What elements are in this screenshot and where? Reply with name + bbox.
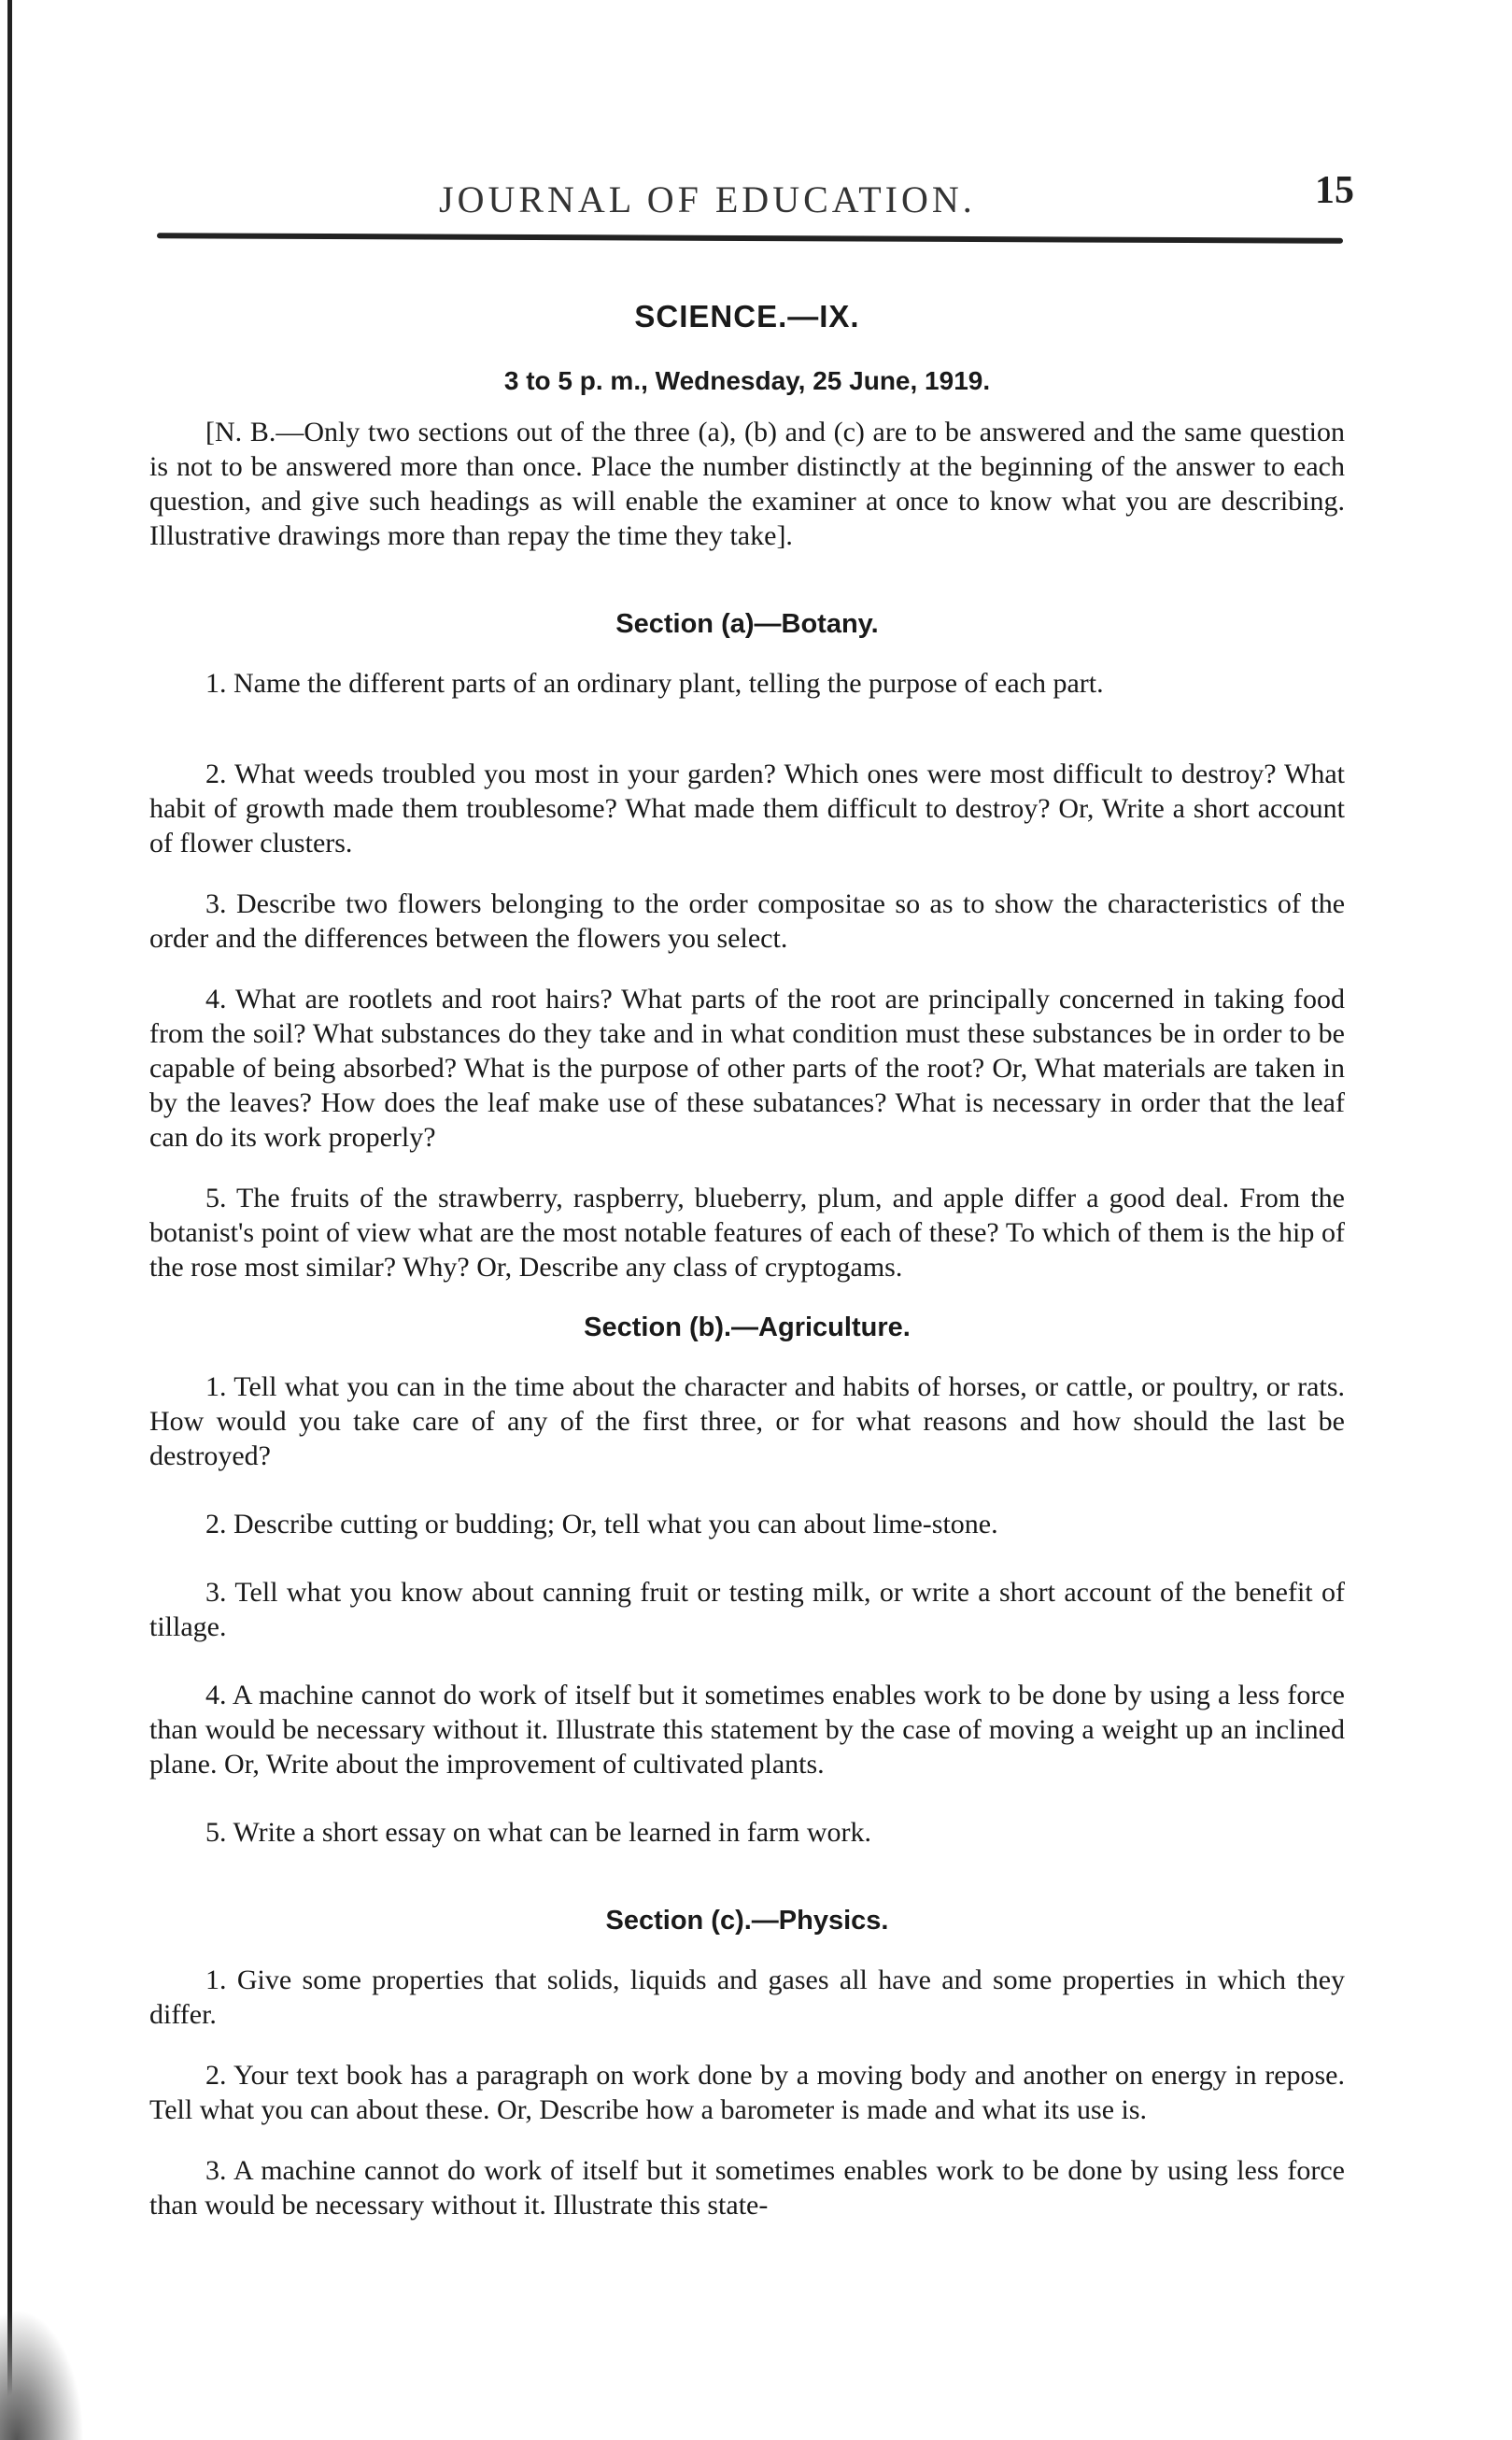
question-number: 2. <box>205 2060 227 2091</box>
page-header <box>159 168 1354 224</box>
question-number: 3. <box>205 1577 227 1608</box>
question-number: 2. <box>205 759 227 789</box>
question-number: 3. <box>205 888 227 919</box>
section-heading-physics: Section (c).—Physics. <box>605 1906 889 1936</box>
question-number: 3. <box>205 2155 227 2186</box>
question-text: Give some properties that solids, liquids and gases all have and some properties in which they differ. <box>149 1965 1346 2030</box>
question-text: Tell what you can in the time about the character and habits of horses, or cattle, or poultry, or rats. How would you take care of any of the first three, or for what reasons and how should the last be destroyed? <box>149 1371 1345 1471</box>
page-number: 15 <box>1315 169 1354 212</box>
question-botany-5 <box>149 1181 1345 1284</box>
question-text: The fruits of the strawberry, raspberry, blueberry, plum, and apple differ a good deal. From the botanist's point of view what are the most notable features of each of these? To which of them is the hip of the rose most similar? Why? Or, Describe any class of cryptogams. <box>149 1183 1345 1283</box>
exam-instructions: [N. B.—Only two sections out of the three (a), (b) and (c) are to be answered and the same question is not to be answered more than once. Place the number distinctly at the beginning of the answer to each question, and give such headings as will enable the examiner at once to know what you are describing. Illustrative drawings more than repay the time they take]. <box>149 417 1345 551</box>
page-body <box>149 280 1345 2248</box>
question-number: 5. <box>205 1817 227 1848</box>
question-botany-3 <box>149 887 1345 956</box>
question-botany-4 <box>149 982 1345 1155</box>
exam-title: SCIENCE.—IX. <box>634 299 860 333</box>
question-physics-2 <box>149 2058 1345 2127</box>
question-text: What weeds troubled you most in your garden? Which ones were most difficult to destroy? What habit of growth made them troublesome? What made them difficult to destroy? Or, Write a short account of flower clusters. <box>149 759 1346 858</box>
question-number: 4. <box>205 984 227 1014</box>
header-rule <box>157 233 1343 244</box>
question-physics-3 <box>149 2153 1345 2222</box>
question-text: A machine cannot do work of itself but it sometimes enables work to be done by using a less force than would be necessary without it. Illustrate this statement by the case of moving a weight up an inclined plane. Or, Write about the improvement of cultivated plants. <box>149 1680 1345 1780</box>
question-number: 1. <box>205 1371 227 1402</box>
question-number: 1. <box>205 668 227 699</box>
question-agriculture-3 <box>149 1575 1345 1644</box>
question-agriculture-1 <box>149 1369 1345 1473</box>
exam-date: 3 to 5 p. m., Wednesday, 25 June, 1919. <box>503 366 991 395</box>
question-botany-1 <box>149 666 1345 701</box>
question-number: 2. <box>205 1509 227 1539</box>
scan-smudge <box>0 2309 84 2440</box>
section-heading-agriculture: Section (b).—Agriculture. <box>584 1312 911 1342</box>
question-agriculture-4 <box>149 1678 1345 1781</box>
question-text: Describe cutting or budding; Or, tell what you can about lime-stone. <box>233 1509 998 1539</box>
section-heading-botany: Section (a)—Botany. <box>615 609 879 639</box>
question-agriculture-5 <box>149 1815 1345 1850</box>
question-text: Tell what you know about canning fruit or testing milk, or write a short account of the benefit of tillage. <box>149 1577 1345 1642</box>
journal-title: JOURNAL OF EDUCATION. <box>439 178 976 220</box>
question-text: Name the different parts of an ordinary plant, telling the purpose of each part. <box>233 668 1104 699</box>
question-text: Your text book has a paragraph on work done by a moving body and another on energy in repose. Tell what you can about these. Or, Describe how a barometer is made and what its use is. <box>149 2060 1345 2125</box>
page-binding-edge <box>7 0 12 2440</box>
question-botany-2 <box>149 757 1345 860</box>
question-text: Describe two flowers belonging to the order compositae so as to show the characteristics of the order and the differences between the flowers you select. <box>149 888 1346 954</box>
question-text: What are rootlets and root hairs? What parts of the root are principally concerned in taking food from the soil? What substances do they take and in what condition must these substances be in order to be capable of being absorbed? What is the purpose of other parts of the root? Or, What materials are taken in by the leaves? How does the leaf make use of these subatances? What is necessary in order that the leaf can do its work properly? <box>149 984 1345 1153</box>
question-number: 1. <box>205 1965 227 1995</box>
question-number: 4. <box>205 1680 227 1710</box>
question-text: A machine cannot do work of itself but it sometimes enables work to be done by using less force than would be necessary without it. Illustrate this state- <box>149 2155 1345 2220</box>
question-physics-1 <box>149 1963 1345 2032</box>
question-agriculture-2 <box>149 1507 1345 1541</box>
question-number: 5. <box>205 1183 227 1213</box>
question-text: Write a short essay on what can be learned in farm work. <box>233 1817 872 1848</box>
